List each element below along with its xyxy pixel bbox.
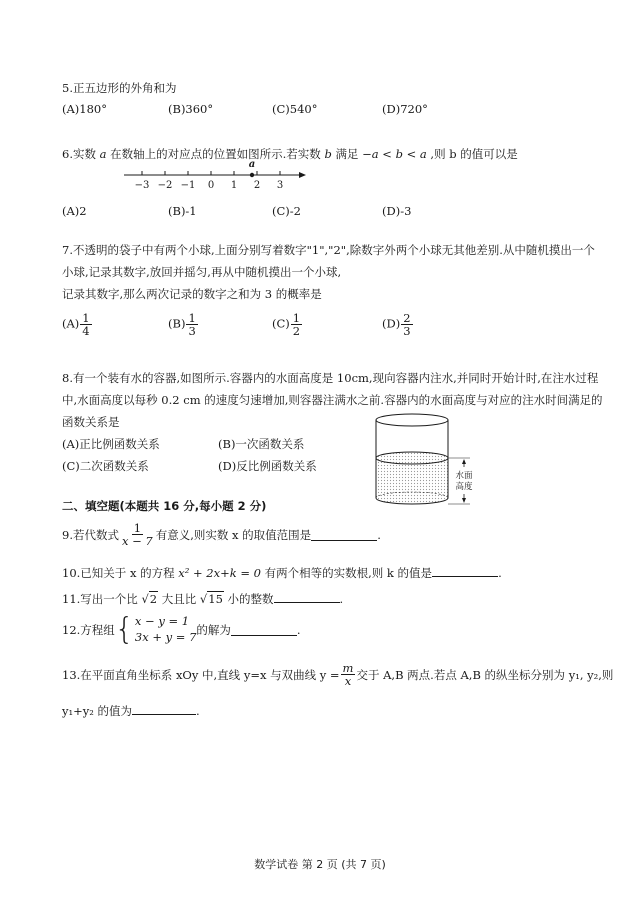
tick-label: 1: [230, 180, 238, 191]
tick-label: 2: [253, 180, 261, 191]
tick-label: −3: [134, 180, 150, 191]
point-a-dot: [250, 173, 254, 177]
q9: 9.若代数式 $\frac{1}{x - 7}$ 有意义,则实数 x 的取值范围是 .: [62, 521, 381, 549]
q12: 12.方程组 { x − y = 1 3x + y = 7 的解为 .: [62, 611, 301, 647]
q7-line2: 小球,记录其数字,放回并摇匀,再从中随机摸出一个小球,: [62, 265, 342, 279]
q11-answer-blank: [274, 590, 340, 603]
q5-option-d: (D)720°: [382, 102, 428, 116]
container-rim: [376, 414, 448, 426]
q11: 11.写出一个比 √2 大且比 √15 小的整数 .: [62, 592, 344, 606]
q7-option-a: (A) $\frac{1}{4}$: [62, 311, 90, 339]
q5-stem: 5.正五边形的外角和为: [62, 81, 177, 95]
q13-line1: 13.在平面直角坐标系 xOy 中,直线 y=x 与双曲线 y = $\frac{m}{x}$ 交于 A,B 两点.若点 A,B 的纵坐标分别为 y₁, y₂,则: [62, 661, 614, 689]
q10-answer-blank: [432, 564, 498, 577]
q10: 10.已知关于 x 的方程 x² + 2x+k = 0 有两个相等的实数根,则 k 的值是 .: [62, 566, 502, 580]
point-a-label: a: [248, 159, 256, 170]
tick-label: 3: [276, 180, 284, 191]
q6-option-a: (A)2: [62, 204, 87, 218]
q6-option-c: (C)-2: [272, 204, 301, 218]
water-body: [376, 458, 448, 504]
q13-answer-blank: [132, 702, 196, 715]
q6-stem: 6.实数 a 在数轴上的对应点的位置如图所示.若实数 b 满足 −a < b < a ,则 b 的值可以是: [62, 147, 518, 161]
q8-option-b: (B)一次函数关系: [218, 437, 305, 451]
q5-option-c: (C)540°: [272, 102, 318, 116]
number-line-ticks: [142, 171, 280, 175]
q8-line1: 8.有一个装有水的容器,如图所示.容器内的水面高度是 10cm,现向容器内注水,并同时开始计时,在注水过程: [62, 371, 599, 385]
q5-option-a: (A)180°: [62, 102, 107, 116]
q6-option-b: (B)-1: [168, 204, 197, 218]
number-line-figure: [120, 158, 310, 192]
q8-option-d: (D)反比例函数关系: [218, 459, 317, 473]
water-surface: [376, 452, 448, 464]
tick-label: −2: [157, 180, 173, 191]
tick-label: 0: [207, 180, 215, 191]
page-footer: 数学试卷 第 2 页 (共 7 页): [254, 858, 386, 871]
q7-line3: 记录其数字,那么两次记录的数字之和为 3 的概率是: [62, 287, 322, 301]
tick-label: −1: [180, 180, 196, 191]
q7-option-c: (C) $\frac{1}{2}$: [272, 311, 301, 339]
q8-line3: 函数关系是: [62, 415, 120, 429]
height-label: 水面: [455, 471, 473, 481]
q12-answer-blank: [231, 623, 297, 636]
q9-answer-blank: [311, 528, 377, 541]
q5-option-b: (B)360°: [168, 102, 214, 116]
q8-option-a: (A)正比例函数关系: [62, 437, 160, 451]
height-label: 高度: [455, 482, 473, 492]
q7-option-d: (D) $\frac{2}{3}$: [382, 311, 411, 339]
q13-line2: y₁+y₂ 的值为 .: [62, 704, 200, 718]
q8-option-c: (C)二次函数关系: [62, 459, 149, 473]
section-2-title: 二、填空题(本题共 16 分,每小题 2 分): [62, 499, 267, 513]
q8-line2: 中,水面高度以每秒 0.2 cm 的速度匀速增加,则容器注满水之前.容器内的水面高度与对应的注水时间满足的: [62, 393, 603, 407]
water-container-figure: [368, 410, 480, 512]
q6-option-d: (D)-3: [382, 204, 412, 218]
q7-option-b: (B) $\frac{1}{3}$: [168, 311, 196, 339]
q7-line1: 7.不透明的袋子中有两个小球,上面分别写着数字"1","2",除数字外两个小球无其他差别.从中随机摸出一个: [62, 243, 595, 257]
